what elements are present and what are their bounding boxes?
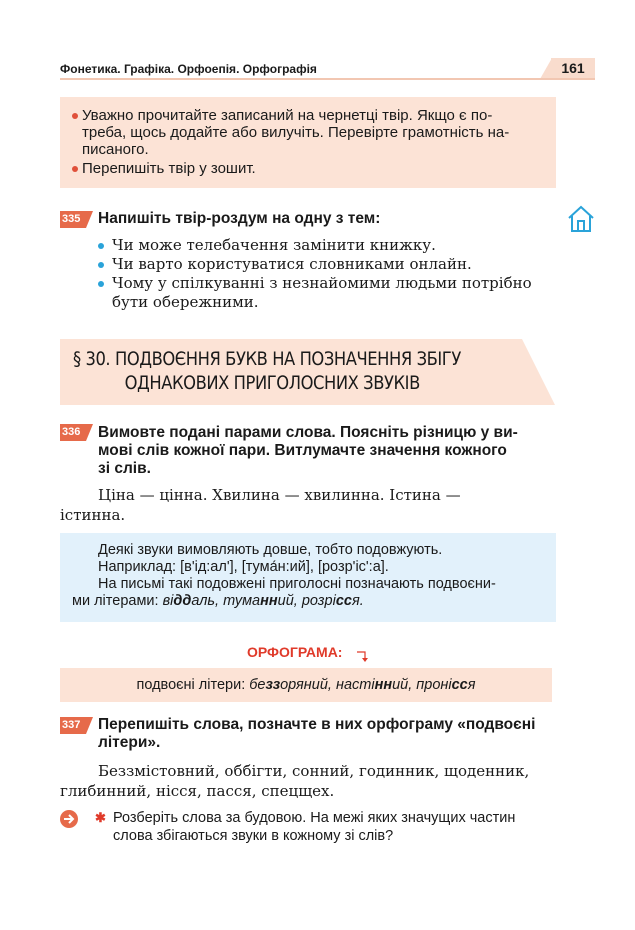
section-title-line: § 30. ПОДВОЄННЯ БУКВ НА ПОЗНАЧЕННЯ ЗБІГУ (73, 348, 461, 370)
rule-line (72, 593, 544, 610)
additional-task-line: Розберіть слова за будовою. На межі яких значущих частин (113, 810, 516, 826)
exercise-task (98, 716, 556, 752)
asterisk-icon: ✱ (95, 810, 106, 825)
additional-task (113, 809, 558, 845)
example-word-part: розрі (301, 593, 336, 609)
list-item: Чи може телебачення замінити книжку. (98, 236, 532, 255)
instruction-item (72, 107, 544, 158)
word-list-line: глибинний, нісся, пасся, спецщех. (60, 782, 335, 800)
exercise-task (98, 424, 556, 478)
instruction-line: Уважно прочитайте записаний на чернетці твір. Якщо є по- (82, 107, 493, 124)
doubled-letters: сс (451, 677, 468, 693)
task-line: Перепишіть слова, позначте в них орфограму «подвоєні (98, 716, 536, 733)
example-word-part: ий, (277, 593, 302, 609)
example-word-part: я. (351, 593, 364, 609)
home-icon[interactable] (566, 204, 596, 234)
example-word-part: бе (249, 677, 266, 693)
example-word-part: насті (335, 677, 375, 693)
word-list-line: Беззмістовний, оббігти, сонний, годинник, щоденник, (98, 762, 530, 780)
doubled-letters: нн (374, 677, 393, 693)
header-rule (60, 78, 595, 80)
doubled-letters: сс (335, 593, 352, 609)
rule-text: ми літерами: (72, 593, 163, 609)
example-word-part: ві (162, 593, 174, 609)
exercise-number: 337 (60, 717, 86, 734)
task-line: мові слів кожної пари. Витлумачте значення кожного (98, 442, 507, 459)
doubled-letters: дд (173, 593, 192, 609)
section-title-line: ОДНАКОВИХ ПРИГОЛОСНИХ ЗВУКІВ (124, 372, 420, 394)
list-item-line: Чому у спілкуванні з незнайомими людьми потрібно (112, 274, 532, 292)
section-heading-banner (60, 339, 555, 405)
rule-line: На письмі такі подовжені приголосні позначають подвоєни- (98, 576, 496, 592)
section-title (73, 347, 461, 395)
rule-line: Наприклад: [в'ід:ал'], [тума́н:ий], [розр'іс':а]. (98, 559, 389, 575)
instruction-line: писаного. (82, 141, 149, 158)
orthogram-text: подвоєні літери: (136, 677, 250, 693)
exercise-task: Напишіть твір-роздум на одну з тем: (98, 210, 381, 227)
word-pairs (60, 485, 556, 525)
word-list (60, 761, 556, 801)
page-number: 161 (551, 58, 595, 79)
additional-task-line: слова збігаються звуки в кожному зі слів? (113, 828, 394, 844)
task-line: зі слів. (98, 460, 151, 477)
topic-list (98, 236, 532, 312)
exercise-number: 335 (60, 211, 86, 228)
orthogram-label: ОРФОГРАМА: (247, 644, 343, 660)
task-line: Вимовте подані парами слова. Поясніть різницю у ви- (98, 424, 518, 441)
exercise-number: 336 (60, 424, 86, 441)
example-word-part: я (467, 677, 476, 693)
word-pairs-line: істинна. (60, 506, 126, 524)
example-word-part: тума (223, 593, 261, 609)
example-word-part: проні (416, 677, 452, 693)
intro-instructions-box (60, 97, 556, 188)
orthogram-arrow-icon (356, 650, 370, 668)
orthogram-box (60, 668, 552, 702)
instruction-item: Перепишіть твір у зошит. (72, 160, 544, 177)
task-line: літери». (98, 734, 161, 751)
list-item-line: бути обережними. (112, 293, 259, 311)
arrow-right-icon (60, 810, 78, 828)
rule-box (60, 533, 556, 622)
instruction-line: треба, щось додайте або вилучіть. Перевірте грамотність на- (82, 124, 510, 141)
running-header: Фонетика. Графіка. Орфоепія. Орфографія (60, 62, 317, 76)
example-word-part: аль, (191, 593, 224, 609)
doubled-letters: зз (265, 677, 281, 693)
doubled-letters: нн (260, 593, 278, 609)
list-item (98, 274, 532, 312)
rule-line: Деякі звуки вимовляють довше, тобто подовжують. (98, 542, 443, 558)
word-pairs-line: Ціна — цінна. Хвилина — хвилинна. Істина — (98, 486, 461, 504)
list-item: Чи варто користуватися словниками онлайн. (98, 255, 532, 274)
example-word-part: ий, (392, 677, 417, 693)
example-word-part: оряний, (280, 677, 336, 693)
